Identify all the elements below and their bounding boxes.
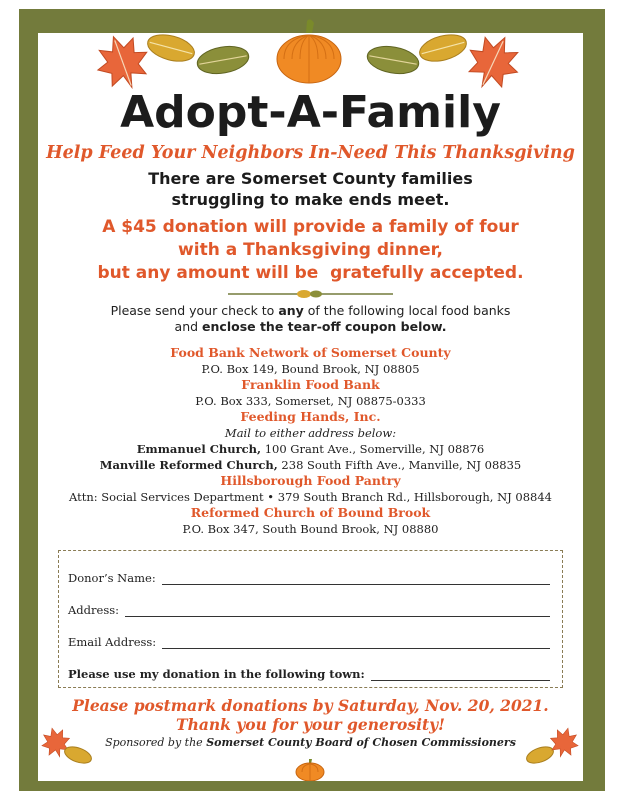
address-row (68, 603, 550, 617)
postmark-line: Please postmark donations by Saturday, Nov. 20, 2021. (72, 696, 549, 715)
oak-leaf-icon (524, 744, 555, 767)
oak-leaf-icon (365, 43, 421, 78)
donation-line: A $45 donation will provide a family of four (102, 217, 519, 237)
small-pumpkin-icon (294, 757, 326, 781)
food-bank-address: Attn: Social Services Department • 379 South Branch Rd., Hillsborough, NJ 08844 (68, 490, 552, 504)
email-label: Email Address: (68, 635, 157, 649)
sponsor-name: Somerset County Board of Chosen Commissioners (206, 736, 516, 749)
food-bank-name: Reformed Church of Bound Brook (190, 505, 431, 520)
food-bank-address: P.O. Box 333, Somerset, NJ 08875-0333 (195, 394, 426, 408)
lead-line: struggling to make ends meet. (171, 190, 450, 209)
email-row (68, 635, 550, 649)
church-address: 100 Grant Ave., Somerville, NJ 08876 (261, 442, 485, 456)
oak-leaf-icon (145, 30, 198, 66)
instruction-text: and (174, 319, 203, 334)
oak-leaf-icon (417, 30, 470, 66)
town-field[interactable] (371, 670, 550, 681)
donor-name-row (68, 571, 550, 585)
food-bank-address (38, 441, 583, 457)
address-field[interactable] (125, 606, 550, 617)
pumpkin-icon (274, 17, 344, 85)
postmark-notice (38, 696, 583, 734)
email-field[interactable] (162, 638, 550, 649)
donation-text (38, 216, 583, 285)
wheat-divider-icon (228, 289, 393, 299)
instruction-text: Please send your check to (110, 303, 279, 318)
donation-line: but any amount will be gratefully accepted. (97, 263, 524, 283)
food-bank-note: Mail to either address below: (224, 426, 397, 440)
church-name: Emmanuel Church, (136, 442, 262, 456)
food-bank-name: Hillsborough Food Pantry (220, 473, 401, 488)
oak-leaf-icon (62, 744, 93, 767)
flyer-title: Adopt-A-Family (120, 87, 501, 138)
food-bank-name: Franklin Food Bank (241, 377, 380, 392)
postmark-line: Thank you for your generosity! (176, 715, 445, 734)
tagline: Help Feed Your Neighbors In-Need This Thanksgiving (46, 143, 575, 163)
tear-off-coupon (58, 550, 563, 688)
food-bank-address: P.O. Box 149, Bound Brook, NJ 08805 (201, 362, 420, 376)
flyer-page (38, 33, 583, 781)
donation-line: with a Thanksgiving dinner, (178, 240, 443, 260)
food-bank-address: P.O. Box 347, South Bound Brook, NJ 08880 (182, 522, 439, 536)
donor-name-label: Donor’s Name: (68, 571, 156, 585)
food-bank-address (38, 457, 583, 473)
food-bank-list (38, 345, 583, 537)
food-bank-name: Food Bank Network of Somerset County (170, 345, 451, 360)
church-name: Manville Reformed Church, (99, 458, 278, 472)
instruction-emphasis: enclose the tear-off coupon below. (202, 319, 447, 334)
leaf-cluster-bottom-left-icon (40, 725, 100, 773)
church-address: 238 South Fifth Ave., Manville, NJ 08835 (277, 458, 522, 472)
donor-name-field[interactable] (162, 574, 550, 585)
mailing-instructions (38, 303, 583, 335)
sponsor-prefix: Sponsored by the (105, 736, 207, 749)
food-bank-name: Feeding Hands, Inc. (240, 409, 381, 424)
leaf-cluster-bottom-right-icon (520, 725, 580, 773)
oak-leaf-icon (195, 43, 251, 78)
instruction-text: of the following local food banks (303, 303, 511, 318)
town-row (68, 667, 550, 681)
address-label: Address: (68, 603, 120, 617)
lead-line: There are Somerset County families (148, 169, 473, 188)
lead-text (38, 168, 583, 210)
town-label: Please use my donation in the following town: (68, 667, 365, 681)
sponsor-line (38, 736, 583, 749)
instruction-emphasis: any (278, 303, 304, 318)
